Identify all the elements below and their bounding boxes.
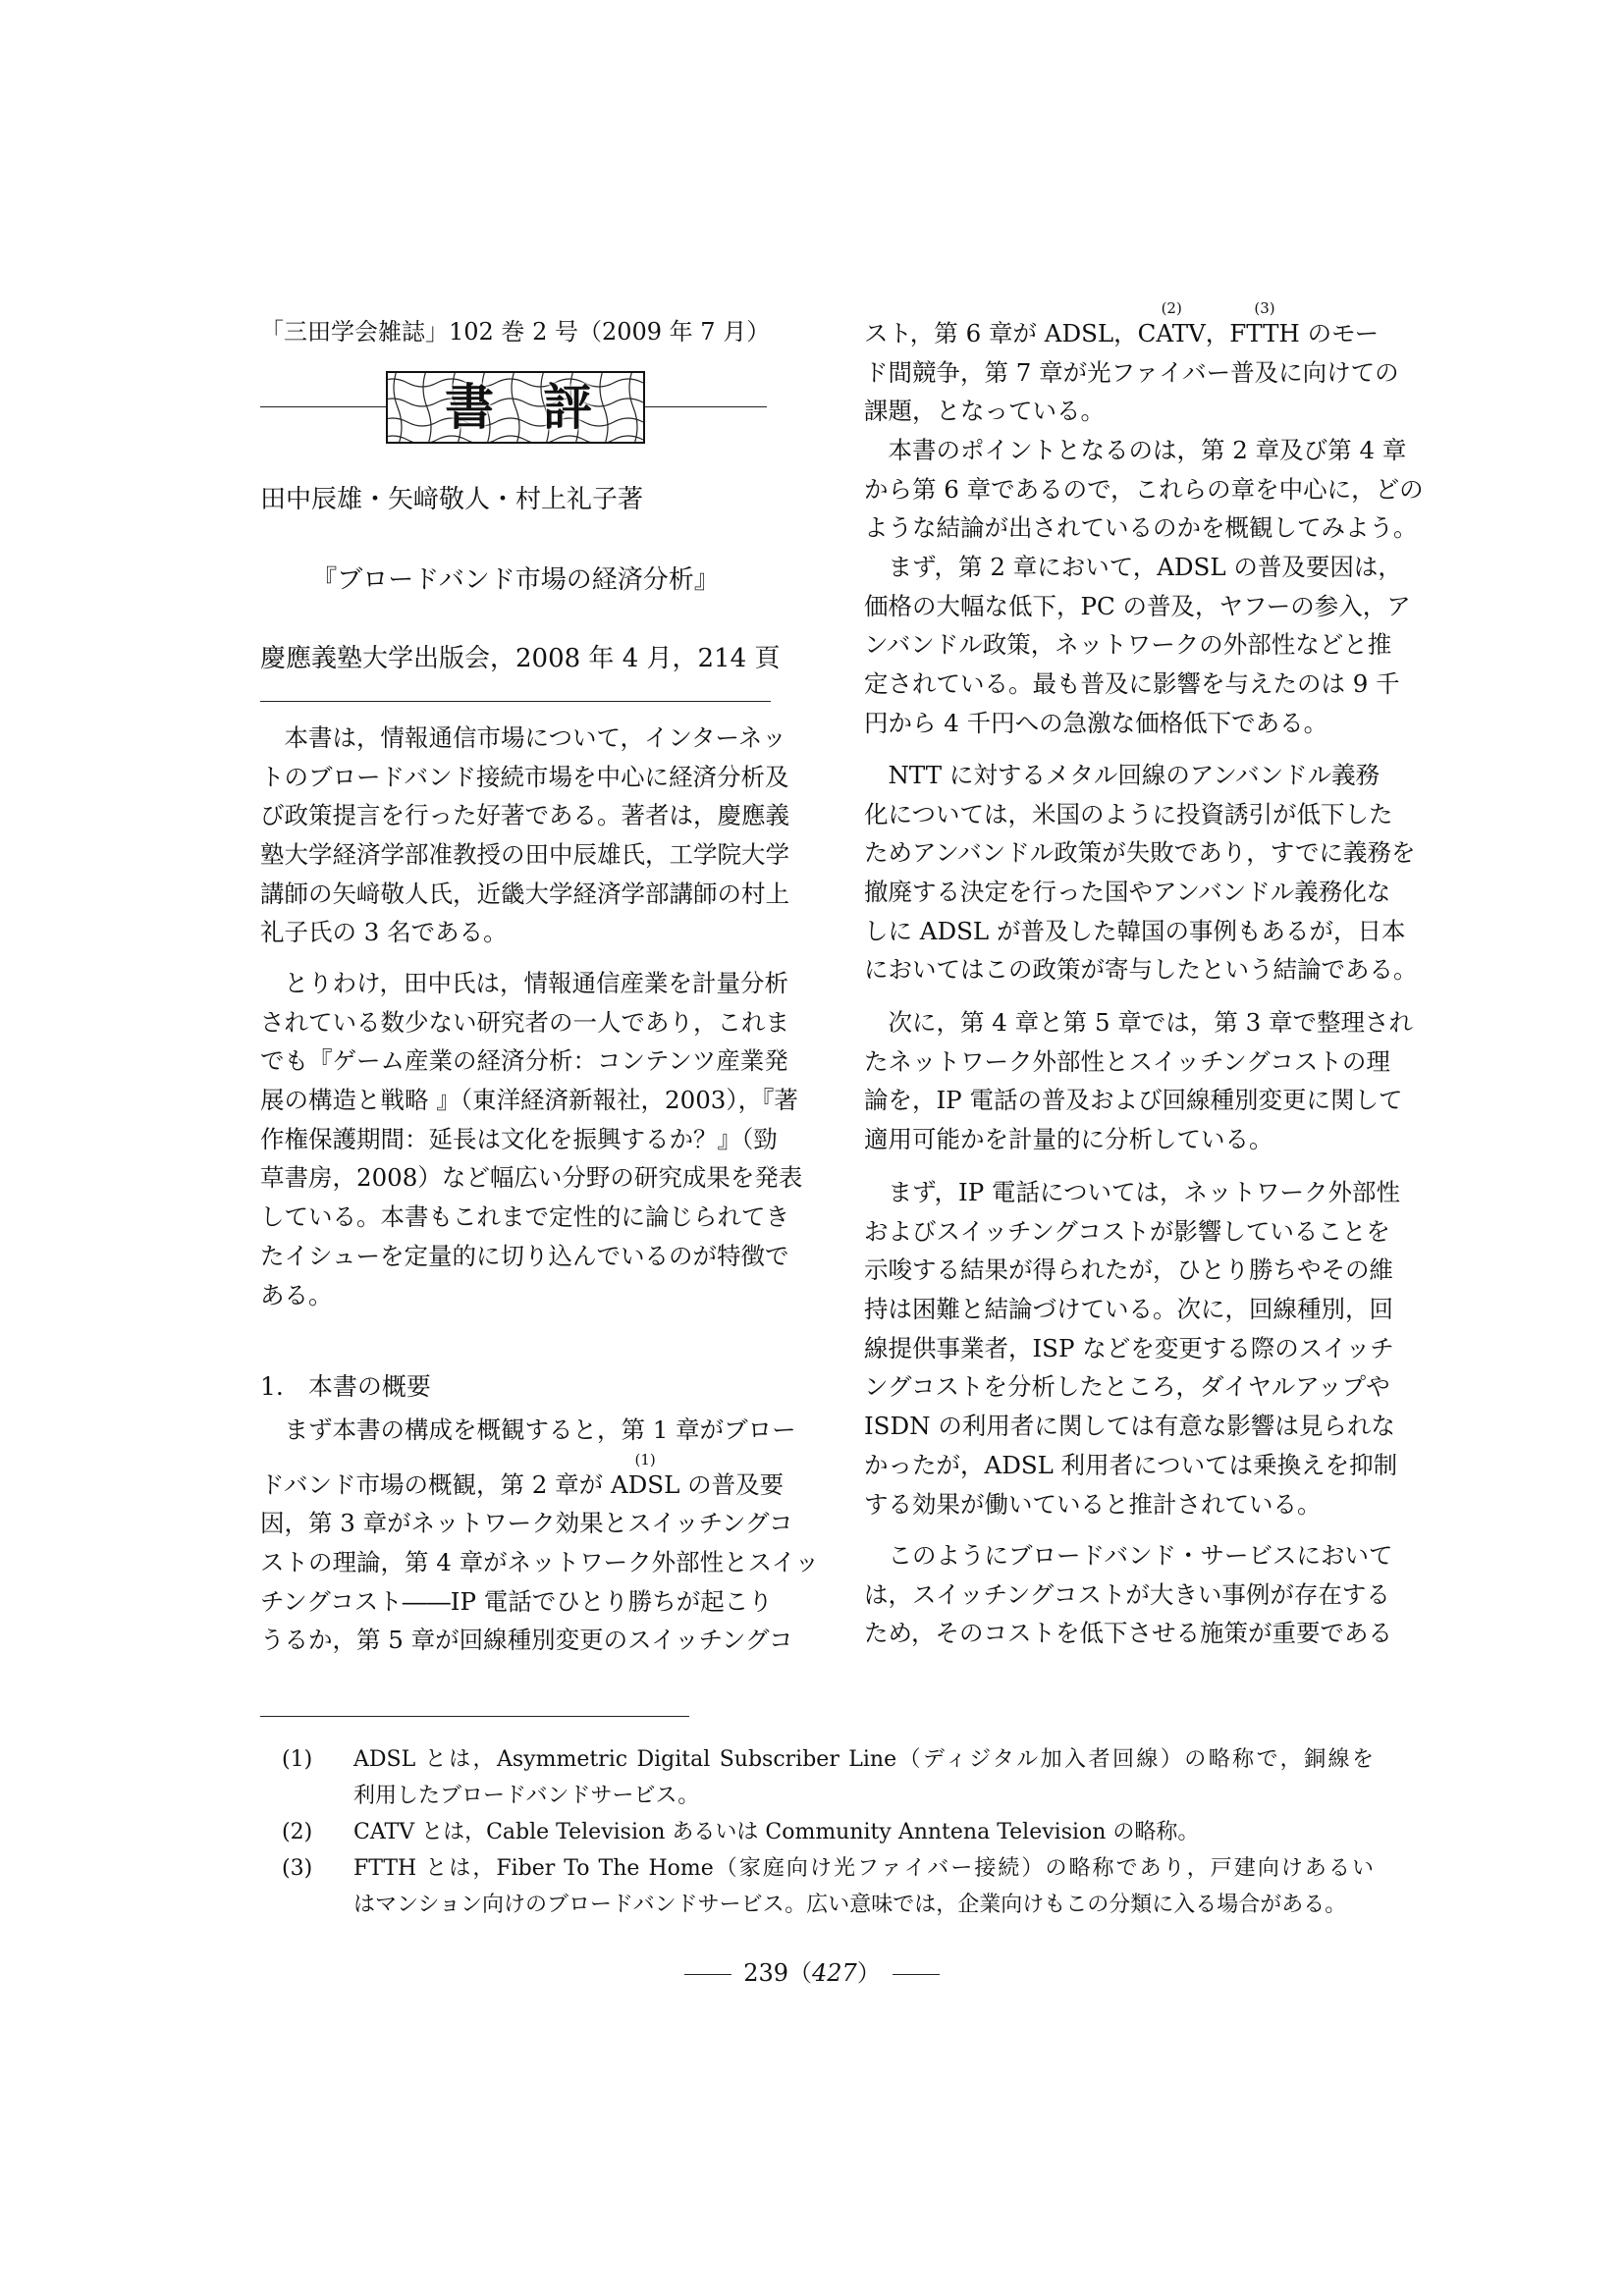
page-total: 427 — [812, 1959, 857, 1987]
text-segment: FTTH (3) — [1229, 299, 1300, 347]
title-rule — [260, 701, 771, 702]
text-line: 円から 4 千円への急激な価格低下である。 — [864, 708, 1328, 737]
page-dash-left — [684, 1974, 731, 1975]
text-segment: スト，第 6 章が ADSL， — [864, 319, 1138, 347]
text-segment: のモー — [1299, 319, 1380, 347]
paragraph — [864, 1173, 1400, 1523]
text-line: 論を，IP 電話の普及および回線種別変更に関して — [864, 1086, 1403, 1115]
footnote-line: CATV とは，Cable Television あるいは Community Anntena Television の略称。 — [353, 1820, 1200, 1844]
footnote-marker: (2) — [282, 1820, 313, 1844]
book-review-badge — [386, 371, 645, 444]
text-line: ISDN の利用者に関しては有意な影響は見られな — [864, 1412, 1395, 1441]
text-line: 化については，米国のように投資誘引が低下した — [864, 799, 1393, 828]
text-line: とりわけ，田中氏は，情報通信産業を計量分析 — [260, 969, 789, 997]
text-line: ある。 — [260, 1280, 333, 1309]
book-title: 『ブロードバンド市場の経済分析』 — [311, 565, 720, 595]
footnote — [282, 1850, 1374, 1923]
footnote-reference: (3) — [1254, 299, 1275, 317]
text-line: 講師の矢﨑敬人氏，近畿大学経済学部講師の村上 — [260, 879, 789, 908]
paragraph — [864, 298, 1399, 431]
text-line: している。本書もこれまで定性的に論じられてき — [260, 1202, 789, 1232]
text-line: ためアンバンドル政策が失敗であり，すでに義務を — [864, 838, 1416, 868]
text-line: する効果が働いていると推計されている。 — [864, 1489, 1322, 1519]
text-line: 価格の大幅な低下，PC の普及，ヤフーの参入，ア — [864, 591, 1411, 620]
text-line: 撤廃する決定を行った国やアンバンドル義務化な — [864, 878, 1391, 907]
paragraph — [864, 431, 1424, 548]
text-line: から第 6 章であるので，これらの章を中心に，どの — [864, 474, 1424, 504]
badge-char-book: 書 — [445, 378, 494, 436]
text-line: たイシューを定量的に切り込んでいるのが特徴で — [260, 1241, 789, 1270]
text-line: においてはこの政策が寄与したという結論である。 — [864, 955, 1418, 985]
book-authors: 田中辰雄・矢﨑敬人・村上礼子著 — [260, 485, 644, 514]
footnote-line: 利用したブロードバンドサービス。 — [353, 1784, 700, 1808]
footnote-line: ADSL とは，Asymmetric Digital Subscriber Line（ディジタル加入者回線）の略称で，銅線を — [353, 1747, 1374, 1772]
text-line: 示唆する結果が得られたが，ひとり勝ちやその維 — [864, 1255, 1393, 1285]
text-line: 展の構造と戦略 』（東洋経済新報社，2003），『著 — [260, 1086, 798, 1115]
paragraph — [260, 964, 803, 1314]
text-line: ような結論が出されているのかを概観してみよう。 — [864, 513, 1418, 543]
text-line: 草書房，2008）など幅広い分野の研究成果を発表 — [260, 1163, 803, 1193]
paragraph — [260, 719, 789, 952]
text-line: およびスイッチングコストが影響していることを — [864, 1216, 1390, 1246]
footnote-rule — [260, 1716, 689, 1717]
text-segment: ドバンド市場の概観，第 2 章が — [260, 1469, 611, 1499]
footnote-marker: (1) — [282, 1747, 313, 1772]
badge-rule-left — [260, 406, 388, 407]
text-line: ングコストを分析したところ，ダイヤルアップや — [864, 1372, 1390, 1402]
text-line: 定されている。最も普及に影響を与えたのは 9 千 — [864, 669, 1400, 699]
text-line: 持は困難と結論づけている。次に，回線種別，回 — [864, 1295, 1393, 1324]
text-line — [864, 298, 1380, 353]
section-heading: 1. 本書の概要 — [260, 1372, 431, 1401]
page-current: 239 — [743, 1959, 788, 1987]
footnote-marker: (3) — [282, 1856, 313, 1881]
text-line: 礼子氏の 3 名である。 — [260, 918, 508, 947]
text-line: は，スイッチングコストが大きい事例が存在する — [864, 1579, 1390, 1609]
text-line: 次に，第 4 章と第 5 章では，第 3 章で整理され — [864, 1008, 1413, 1037]
text-line: トのブロードバンド接続市場を中心に経済分析及 — [260, 762, 789, 791]
footnote-reference: (2) — [1161, 299, 1182, 317]
book-publisher: 慶應義塾大学出版会，2008 年 4 月，214 頁 — [260, 644, 781, 673]
footnote-line: FTTH とは，Fiber To The Home（家庭向け光ファイバー接続）の略称であり，戸建向けあるい — [353, 1856, 1374, 1881]
text-line: 塾大学経済学部准教授の田中辰雄氏，工学院大学 — [260, 840, 789, 870]
badge-rule-right — [641, 406, 767, 407]
footnote — [282, 1814, 1374, 1850]
page-dash-right — [893, 1974, 940, 1975]
text-line: 作権保護期間：延長は文化を振興するか？』（勁 — [260, 1124, 778, 1153]
text-line: まず本書の構成を概観すると，第 1 章がブロー — [260, 1415, 796, 1444]
text-line: ド間競争，第 7 章が光ファイバー普及に向けての — [864, 357, 1399, 387]
text-line: チングコスト――IP 電話でひとり勝ちが起こり — [260, 1586, 773, 1616]
page-number: 239（427） — [0, 1953, 1624, 1988]
text-line: されている数少ない研究者の一人であり，これま — [260, 1007, 789, 1037]
paragraph — [864, 756, 1418, 989]
text-line: しに ADSL が普及した韓国の事例もあるが，日本 — [864, 916, 1406, 945]
text-line: ンバンドル政策，ネットワークの外部性などと推 — [864, 630, 1392, 660]
text-line: NTT に対するメタル回線のアンバンドル義務 — [864, 761, 1380, 789]
text-line: このようにブロードバンド・サービスにおいて — [864, 1541, 1393, 1570]
paragraph — [864, 1003, 1413, 1159]
text-line: でも『ゲーム産業の経済分析：コンテンツ産業発 — [260, 1046, 788, 1076]
text-line: 本書のポイントとなるのは，第 2 章及び第 4 章 — [864, 436, 1407, 464]
text-line — [260, 1450, 785, 1505]
badge-char-review: 評 — [543, 378, 592, 436]
text-line: 因，第 3 章がネットワーク効果とスイッチングコ — [260, 1509, 793, 1538]
paragraph — [260, 1411, 820, 1660]
text-line: 本書は，情報通信市場について，インターネッ — [260, 723, 786, 752]
paragraph — [864, 548, 1411, 742]
footnote — [282, 1741, 1374, 1814]
text-line: かったが，ADSL 利用者については乗換えを抑制 — [864, 1450, 1398, 1479]
text-line: 適用可能かを計量的に分析している。 — [864, 1125, 1273, 1154]
text-line: うるか，第 5 章が回線種別変更のスイッチングコ — [260, 1626, 793, 1655]
text-line: 線提供事業者，ISP などを変更する際のスイッチ — [864, 1333, 1394, 1362]
text-line: まず，第 2 章において，ADSL の普及要因は， — [864, 553, 1402, 581]
text-line: まず，IP 電話については，ネットワーク外部性 — [864, 1178, 1400, 1206]
footnote-line: はマンション向けのブロードバンドサービス。広い意味では，企業向けもこの分類に入る場合がある。 — [353, 1893, 1347, 1917]
text-segment: の普及要 — [679, 1469, 785, 1499]
text-segment: CATV (2) — [1137, 299, 1206, 347]
text-line: 課題，となっている。 — [864, 397, 1105, 426]
wave-pattern-icon — [388, 373, 643, 442]
text-line: び政策提言を行った好著である。著者は，慶應義 — [260, 801, 789, 830]
text-line: たネットワーク外部性とスイッチングコストの理 — [864, 1046, 1390, 1076]
text-line: ため，そのコストを低下させる施策が重要である — [864, 1619, 1393, 1648]
footnote-reference: (1) — [634, 1450, 656, 1468]
text-line: ストの理論，第 4 章がネットワーク外部性とスイッ — [260, 1548, 820, 1577]
text-segment: ADSL (1) — [610, 1450, 680, 1499]
paragraph — [864, 1536, 1393, 1653]
journal-header: 「三田学会雑誌」102 巻 2 号（2009 年 7 月） — [260, 318, 771, 346]
text-segment: ， — [1205, 319, 1230, 347]
